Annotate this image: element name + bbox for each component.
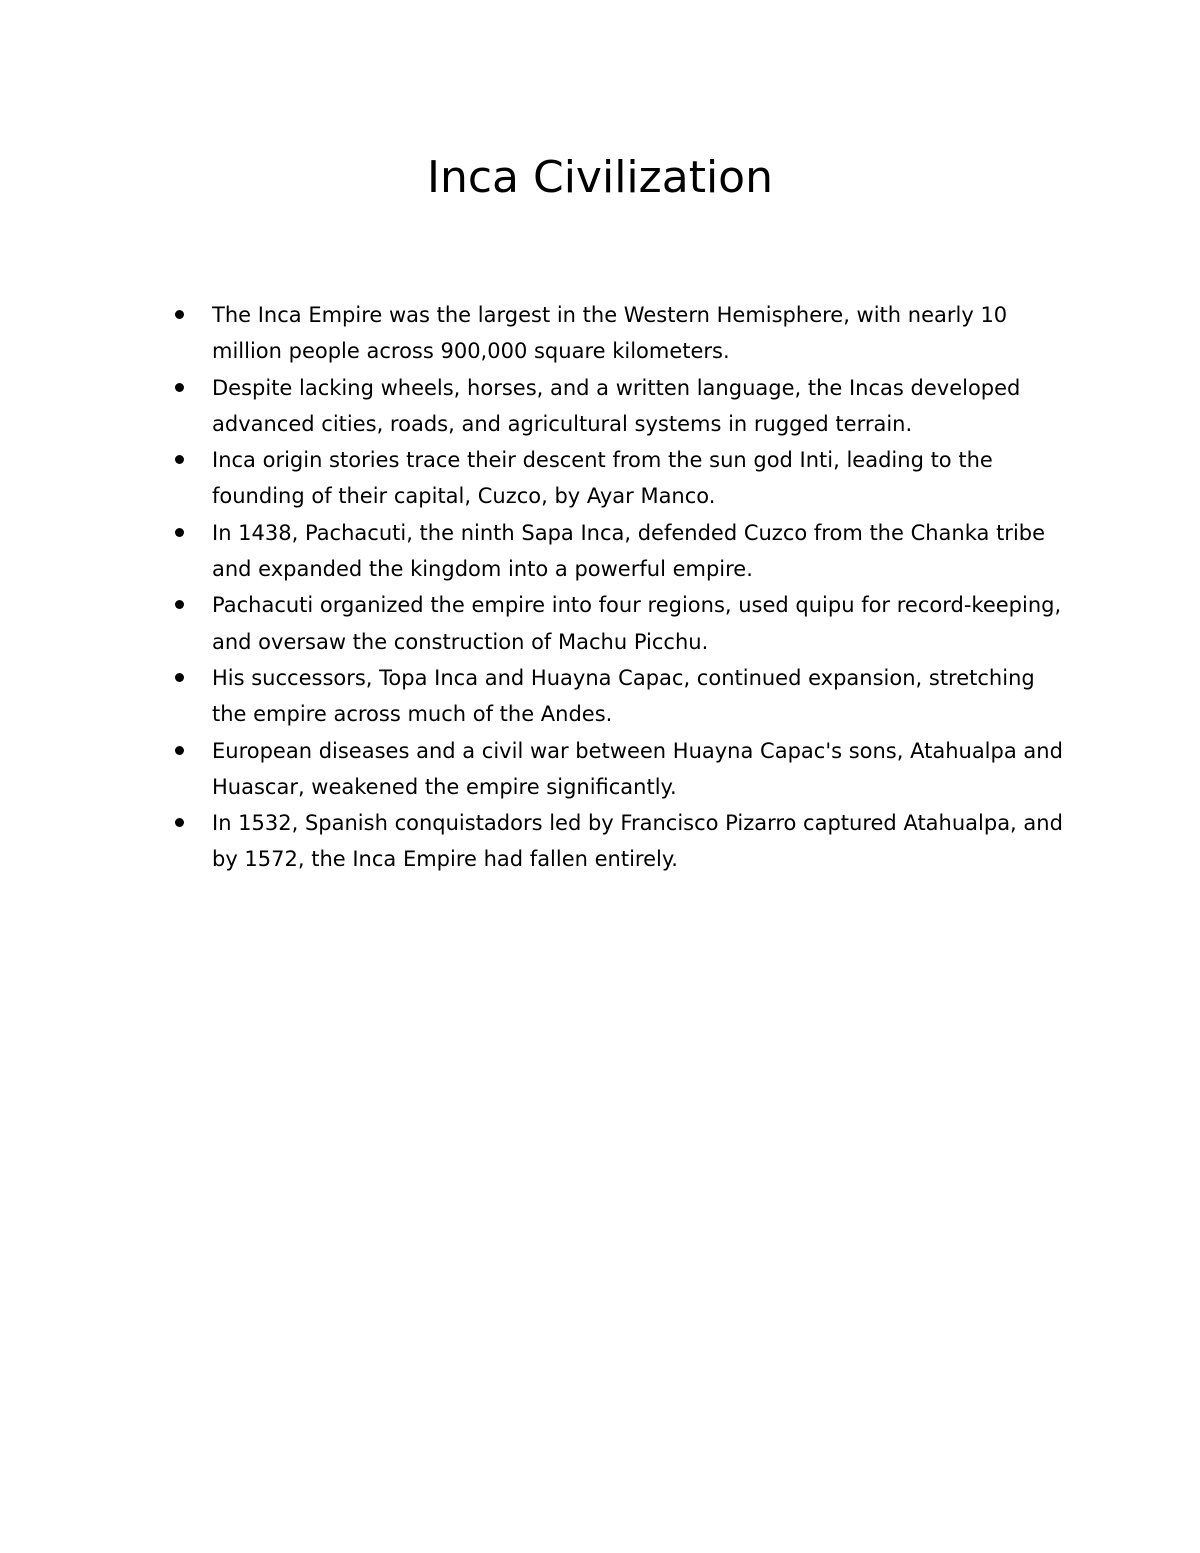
bullet-icon	[175, 310, 184, 319]
bullet-text: The Inca Empire was the largest in the Western Hemisphere, with nearly 10 million people across 900,000 square kilometers.	[212, 303, 1008, 364]
bullet-item	[174, 587, 1074, 660]
bullet-icon	[175, 528, 184, 537]
bullet-item	[174, 805, 1074, 878]
bullet-icon	[175, 383, 184, 392]
bullet-item	[174, 660, 1074, 733]
bullet-text: Inca origin stories trace their descent from the sun god Inti, leading to the founding of their capital, Cuzco, by Ayar Manco.	[212, 448, 993, 509]
bullet-item	[174, 733, 1074, 806]
bullet-icon	[175, 673, 184, 682]
document-title: Inca Civilization	[426, 152, 773, 203]
bullet-item	[174, 442, 1074, 515]
bullet-icon	[175, 746, 184, 755]
bullet-text: In 1438, Pachacuti, the ninth Sapa Inca, defended Cuzco from the Chanka tribe and expanded the kingdom into a powerful empire.	[212, 520, 1046, 582]
bullet-text: In 1532, Spanish conquistadors led by Francisco Pizarro captured Atahualpa, and by 1572, the Inca Empire had fallen entirely.	[212, 811, 1063, 872]
bullet-icon	[175, 455, 184, 464]
bullet-item	[174, 515, 1074, 588]
bullet-icon	[175, 600, 184, 609]
bullet-text: Despite lacking wheels, horses, and a written language, the Incas developed advanced cities, roads, and agricultural systems in rugged terrain.	[212, 375, 1021, 436]
bullet-item	[174, 297, 1074, 370]
bullet-text: European diseases and a civil war between Huayna Capac's sons, Atahualpa and Huascar, weakened the empire significantly.	[212, 738, 1063, 799]
bullet-text: Pachacuti organized the empire into four regions, used quipu for record-keeping, and oversaw the construction of Machu Picchu.	[212, 593, 1062, 654]
bullet-item	[174, 370, 1074, 443]
bullet-text: His successors, Topa Inca and Huayna Capac, continued expansion, stretching the empire across much of the Andes.	[212, 665, 1035, 727]
bullet-list	[174, 297, 1074, 878]
bullet-icon	[175, 818, 184, 827]
